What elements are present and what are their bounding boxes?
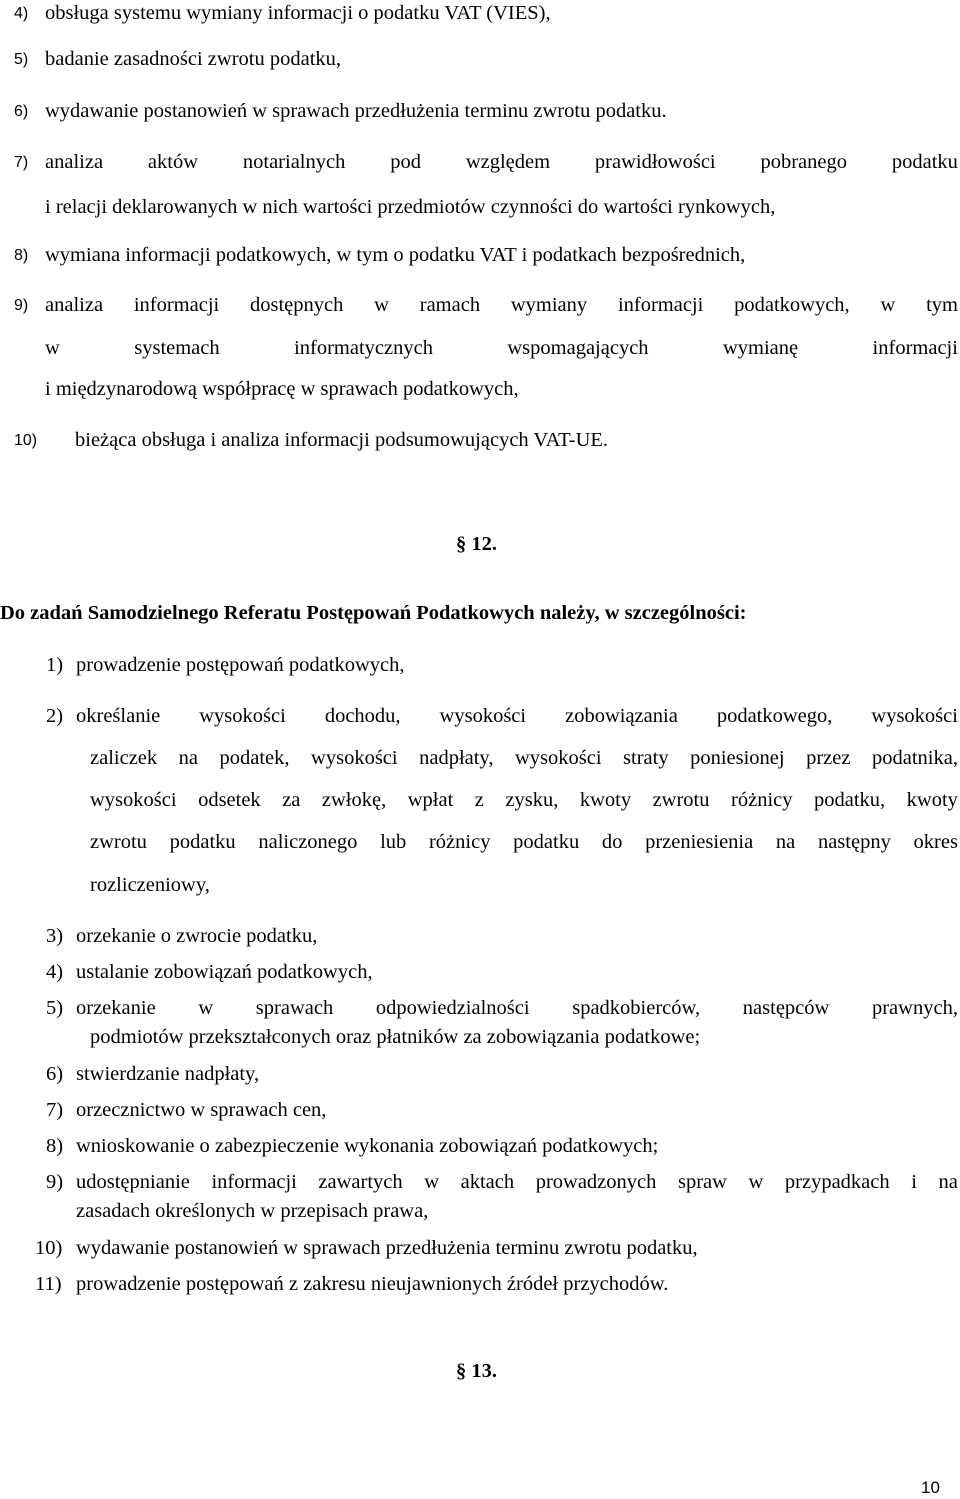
list-item-text: podmiotów przekształconych oraz płatników za zobowiązania podatkowe; (90, 1026, 701, 1048)
list-number: 10) (14, 432, 38, 449)
section-intro: Do zadań Samodzielnego Referatu Postępowań Podatkowych należy, w szczególności: (0, 602, 747, 624)
list-number: 9) (14, 297, 29, 314)
list-item-text: określanie wysokości dochodu, wysokości zobowiązania podatkowego, wysokości (76, 705, 958, 727)
list-number: 7) (14, 154, 29, 171)
list-number: 5) (46, 997, 64, 1019)
list-number: 9) (46, 1171, 64, 1193)
list-number: 3) (46, 925, 64, 947)
list-item-text: bieżąca obsługa i analiza informacji podsumowujących VAT-UE. (75, 429, 609, 451)
list-item-text: orzekanie w sprawach odpowiedzialności spadkobierców, następców prawnych, (76, 997, 958, 1019)
list-item-text: i międzynarodową współpracę w sprawach podatkowych, (45, 378, 519, 400)
list-item-text: wysokości odsetek za zwłokę, wpłat z zysku, kwoty zwrotu różnicy podatku, kwoty (90, 789, 958, 811)
list-item-text: stwierdzanie nadpłaty, (76, 1063, 260, 1085)
list-item-text: wymiana informacji podatkowych, w tym o podatku VAT i podatkach bezpośrednich, (45, 244, 746, 266)
section-heading: § 12. (456, 533, 497, 555)
list-item-text: wydawanie postanowień w sprawach przedłużenia terminu zwrotu podatku. (45, 100, 667, 122)
list-item-text: zaliczek na podatek, wysokości nadpłaty, wysokości straty poniesionej przez podatnika, (90, 747, 958, 769)
list-item-text: rozliczeniowy, (90, 874, 210, 896)
list-number: 5) (14, 51, 29, 68)
list-item-text: prowadzenie postępowań z zakresu nieujawnionych źródeł przychodów. (76, 1273, 669, 1295)
list-item-text: zasadach określonych w przepisach prawa, (76, 1200, 429, 1222)
list-item-text: obsługa systemu wymiany informacji o podatku VAT (VIES), (45, 2, 551, 24)
list-item-text: i relacji deklarowanych w nich wartości przedmiotów czynności do wartości rynkowych, (45, 196, 776, 218)
list-number: 11) (35, 1273, 62, 1295)
list-item-text: badanie zasadności zwrotu podatku, (45, 48, 342, 70)
list-item-text: analiza aktów notarialnych pod względem prawidłowości pobranego podatku (45, 151, 958, 173)
list-number: 4) (14, 5, 29, 22)
list-item-text: ustalanie zobowiązań podatkowych, (76, 961, 373, 983)
list-item-text: orzekanie o zwrocie podatku, (76, 925, 318, 947)
list-item-text: w systemach informatycznych wspomagających wymianę informacji (45, 337, 958, 359)
list-item-text: orzecznictwo w sprawach cen, (76, 1099, 327, 1121)
list-item-text: zwrotu podatku naliczonego lub różnicy podatku do przeniesienia na następny okres (90, 831, 958, 853)
list-number: 8) (14, 247, 29, 264)
list-number: 4) (46, 961, 64, 983)
list-number: 1) (46, 654, 64, 676)
list-item-text: analiza informacji dostępnych w ramach wymiany informacji podatkowych, w tym (45, 294, 958, 316)
list-number: 6) (46, 1063, 64, 1085)
page-number: 10 (921, 1478, 940, 1497)
list-item-text: wnioskowanie o zabezpieczenie wykonania zobowiązań podatkowych; (76, 1135, 659, 1157)
list-item-text: udostępnianie informacji zawartych w aktach prowadzonych spraw w przypadkach i na (76, 1171, 958, 1193)
list-number: 2) (46, 705, 64, 727)
list-number: 10) (35, 1237, 63, 1259)
list-number: 7) (46, 1099, 64, 1121)
section-heading: § 13. (456, 1360, 497, 1382)
list-item-text: prowadzenie postępowań podatkowych, (76, 654, 405, 676)
list-number: 8) (46, 1135, 64, 1157)
list-number: 6) (14, 103, 29, 120)
list-item-text: wydawanie postanowień w sprawach przedłużenia terminu zwrotu podatku, (76, 1237, 698, 1259)
